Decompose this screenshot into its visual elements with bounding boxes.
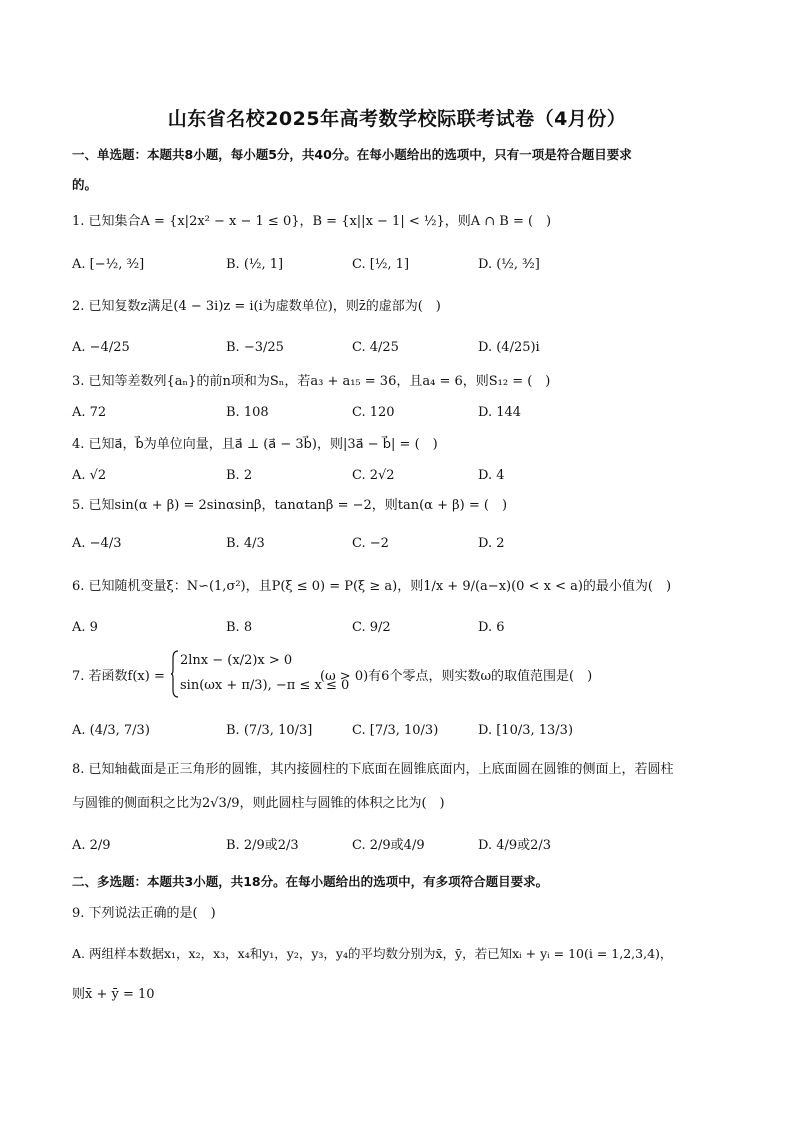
- question-7-option-d: D. [10/3, 13/3): [478, 723, 574, 738]
- question-1-option-d: D. (½, ³⁄₂]: [478, 257, 540, 272]
- question-3-option-a: A. 72: [72, 405, 107, 420]
- question-4-option-a: A. √2: [72, 468, 107, 483]
- question-4-option-c: C. 2√2: [352, 468, 395, 483]
- question-1-option-a: A. [−½, ³⁄₂]: [72, 257, 145, 272]
- question-4-option-b: B. 2: [226, 468, 253, 483]
- question-8-option-d: D. 4/9或2/3: [478, 838, 552, 853]
- question-9-stem: 9. 下列说法正确的是( ): [72, 906, 216, 921]
- question-7-suffix: (ω > 0)有6个零点，则实数ω的取值范围是( ): [320, 669, 593, 684]
- question-7-option-c: C. [7/3, 10/3): [352, 723, 439, 738]
- question-7-case-1: 2lnx − (x/2)x > 0: [180, 653, 293, 668]
- question-5-option-b: B. 4/3: [226, 536, 265, 551]
- question-3-option-d: D. 144: [478, 405, 522, 420]
- question-9-option-a-cont: 则x̄ + ȳ = 10: [72, 987, 155, 1002]
- question-2-stem: 2. 已知复数z满足(4 − 3i)z = i(i为虚数单位)，则z̄的虚部为( ): [72, 299, 441, 314]
- exam-title: 山东省名校2025年高考数学校际联考试卷（4月份）: [167, 108, 627, 130]
- question-2-option-a: A. −4/25: [72, 340, 130, 355]
- question-8-option-b: B. 2/9或2/3: [226, 838, 299, 853]
- question-6-option-b: B. 8: [226, 620, 253, 635]
- question-8-option-c: C. 2/9或4/9: [352, 838, 425, 853]
- question-7-prefix: 7. 若函数f(x) =: [72, 669, 165, 684]
- question-4-option-d: D. 4: [478, 468, 505, 483]
- section-single-choice-header-cont: 的。: [72, 177, 98, 192]
- question-6-option-d: D. 6: [478, 620, 505, 635]
- question-2-option-c: C. 4/25: [352, 340, 399, 355]
- question-3-option-c: C. 120: [352, 405, 395, 420]
- question-8-option-a: A. 2/9: [72, 838, 111, 853]
- question-1-option-b: B. (½, 1]: [226, 257, 284, 272]
- question-8-stem-cont: 与圆锥的侧面积之比为2√3/9，则此圆柱与圆锥的体积之比为( ): [72, 796, 445, 811]
- question-5-stem: 5. 已知sin(α + β) = 2sinαsinβ，tanαtanβ = −2，则tan(α + β) = ( ): [72, 498, 508, 513]
- question-5-option-c: C. −2: [352, 536, 389, 551]
- question-5-option-d: D. 2: [478, 536, 505, 551]
- question-1-option-c: C. [½, 1]: [352, 257, 410, 272]
- question-7-case-2: sin(ωx + π/3), −π ≤ x ≤ 0: [180, 678, 350, 693]
- question-5-option-a: A. −4/3: [72, 536, 122, 551]
- question-7-stem: [72, 650, 732, 698]
- question-6-stem: 6. 已知随机变量ξ：N∽(1,σ²)，且P(ξ ≤ 0) = P(ξ ≥ a)，则1/x + 9/(a−x)(0 < x < a)的最小值为( ): [72, 579, 672, 594]
- question-2-option-d: D. (4/25)i: [478, 340, 540, 355]
- piecewise-brace-icon: [171, 650, 179, 698]
- question-1-stem: 1. 已知集合A = {x|2x² − x − 1 ≤ 0}，B = {x||x − 1| < ½}，则A ∩ B = ( ): [72, 214, 552, 229]
- question-2-option-b: B. −3/25: [226, 340, 284, 355]
- section-single-choice-header: 一、单选题：本题共8小题，每小题5分，共40分。在每小题给出的选项中，只有一项是符合题目要求: [72, 147, 632, 162]
- question-9-option-a: A. 两组样本数据x₁，x₂，x₃，x₄和y₁，y₂，y₃，y₄的平均数分别为x̄，ȳ，若已知xᵢ + yᵢ = 10(i = 1,2,3,4)，: [72, 946, 673, 961]
- section-multi-choice-header: 二、多选题：本题共3小题，共18分。在每小题给出的选项中，有多项符合题目要求。: [72, 874, 549, 889]
- question-7-option-b: B. (7/3, 10/3]: [226, 723, 313, 738]
- question-4-stem: 4. 已知a⃗，b⃗为单位向量，且a⃗ ⊥ (a⃗ − 3b⃗)，则|3a⃗ − b⃗| = ( ): [72, 437, 438, 452]
- question-7-option-a: A. (4/3, 7/3): [72, 723, 150, 738]
- question-3-stem: 3. 已知等差数列{aₙ}的前n项和为Sₙ，若a₃ + a₁₅ = 36，且a₄ = 6，则S₁₂ = ( ): [72, 374, 551, 389]
- question-8-stem: 8. 已知轴截面是正三角形的圆锥，其内接圆柱的下底面在圆锥底面内，上底面圆在圆锥的侧面上，若圆柱: [72, 762, 674, 777]
- question-6-option-a: A. 9: [72, 620, 98, 635]
- question-3-option-b: B. 108: [226, 405, 269, 420]
- question-6-option-c: C. 9/2: [352, 620, 391, 635]
